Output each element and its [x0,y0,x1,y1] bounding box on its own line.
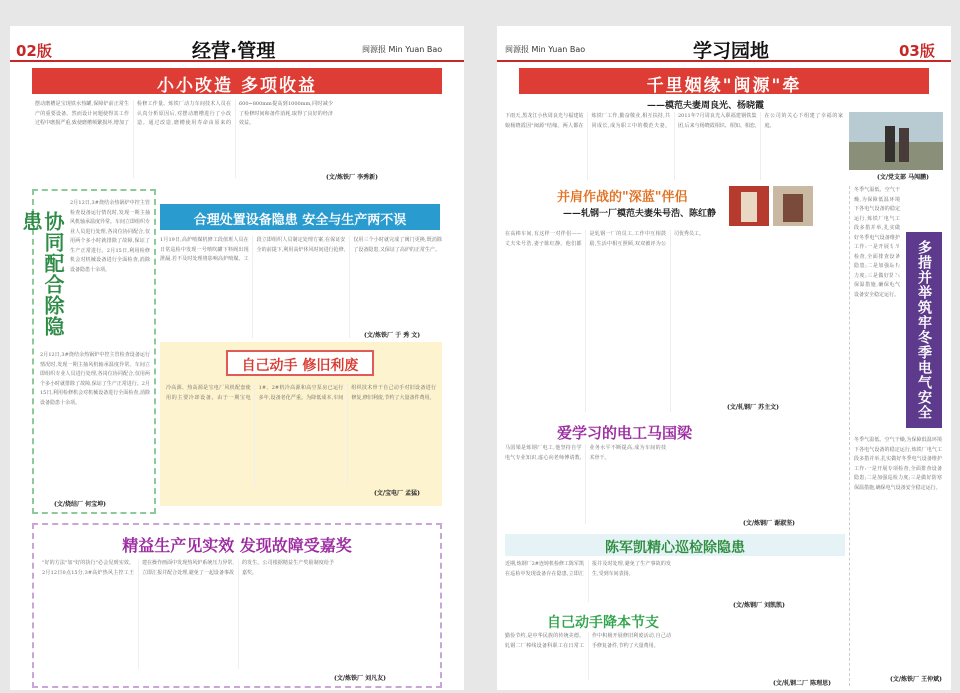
headline-banner [32,68,442,94]
byline: (文/轧钢厂 苏主文) [727,404,779,411]
couple-photo [849,112,943,170]
article-box [160,342,442,506]
photo [773,186,813,226]
masthead: 闽源报 Min Yuan Bao [505,45,586,54]
masthead: 闽源报 Min Yuan Bao [362,45,443,54]
headline: 自己动手 修旧利废 [241,358,359,374]
headline: 陈军凯精心巡检除隐患 [605,540,745,556]
article-body-continued: 2月12日,3#烧结余热锅炉中控主管检查设备运行情况时,发现一期主抽风机轴承温度异常。车间立即组织专业人员进行处理,各岗位协同配合,仅用两个多小时就排除了故障,保证了生产正常进行。2月15日,利用检修机会对机械设备进行全面检查,消除设备隐患十余项。 [40,352,150,406]
byline: (文/炼铁厂 刘凡友) [334,675,386,682]
headline: 并肩作战的"深蓝"伴侣 [557,190,688,205]
headline: 小小改造 多项收益 [157,76,317,96]
article-body: 冬季气温低、空气干燥,为保障低温环境下各电气设备的稳定运行,炼铁厂电气工段多措并举,扎实做好冬季电气设备维护工作:一是开展专项检查,全面排查设备隐患;二是加强巡检力度;三是做好防寒保温措施,确保电气设备安全稳定运行。 [854,187,900,298]
article-body: 马国梁是炼钢厂电工,他坚持自学电气专业知识,虚心向老师傅请教,业务水平不断提高,成为车间的技术骨干。 [505,445,666,461]
page-left [10,26,464,690]
subheadline: ——轧钢一厂模范夫妻朱号浩、陈红静 [563,209,717,219]
page-number: 03版 [899,42,935,60]
headline-banner [890,232,942,428]
byline: (文/炼钢厂 谢淑坚) [743,520,795,527]
article-body: 2月12日,3#烧结余热锅炉中控主管检查设备运行情况时,发现一期主抽风机轴承温度异常。车间立即组织专业人员进行处理,各岗位协同配合,仅用两个多小时就排除了故障,保证了生产正常进行。2月15日,利用检修机会对机械设备进行全面检查,消除设备隐患十余项。 [70,200,151,273]
article-body: 在高棒车间,有这样一对伴侣——丈夫朱号浩,妻子陈红静。他们都是轧钢一厂的员工,工作中互相鼓励,生活中相互照顾,双双被评为公司优秀员工。 [505,231,705,247]
headline: 精益生产见实效 发现故障受嘉奖 [122,536,352,555]
section-title: 学习园地 [693,40,770,62]
article-body: 下雨天,黑龙江小伙周良光与福建姑娘杨晓霞因"闽源"结缘。两人都在炼铁厂工作,勤奋敬业,相互扶持,共同成长,成为职工中的模范夫妻。2011年7月周良光入职福建钢铁集团,后来与杨晓霞相识、相知、相恋,在公司的关心下组建了幸福的家庭。 [505,113,843,129]
byline: (文/炼铁厂 李秀新) [326,174,378,181]
article-body: 1月19日,高炉喷煤机修工段值班人员在日常巡检中发现一号喷吹罐下料阀出现泄漏,若不及时处理将影响高炉喷煤。工段立即组织人员制定处理方案,在保证安全的前提下,利用高炉休风时间进行抢修,仅用三个小时就完成了阀门更换,既消除了设备隐患,又保证了高炉的正常生产。 [160,237,442,262]
page-header-right [497,26,951,62]
page-number: 02版 [16,42,52,60]
headline: 合理处置设备隐患 安全与生产两不误 [193,213,407,228]
article-body: 冷高源、热高源是宝电厂风机配套使用的主要冷却设备。由于一期宝电1#、2#机冷高源和高空泵房已运行多年,设备老化严重。为降低成本,车间组织技术骨干自己动手对旧设备进行修复,修旧利废,节约了大量备件费用。 [166,385,436,401]
article-body: 勤俭节约,是中华民族的传统美德。轧钢二厂棒线设备科职工在日常工作中积极开展修旧利废活动,自己动手修复备件,节约了大量费用。 [505,633,671,649]
article-box [19,189,156,514]
byline: (文/炼铁厂 于 秀 文) [364,332,421,339]
headline-frame [226,350,374,376]
headline-vertical: 多措并举筑牢冬季电气安全防护网 [890,240,932,420]
headline-banner [505,534,845,556]
byline: (文/轧钢二厂 陈理思) [773,680,831,687]
photo [729,186,769,226]
article-body: 近期,炼钢厂2#连铸机检修工陈军凯在巡检中发现设备存在隐患,立即汇报并及时处理,避免了生产事故的发生,受到车间表扬。 [505,561,671,577]
byline: (文/炼铁厂 王仲斌) [890,676,942,683]
byline: (文/宝电厂 孟猛) [374,490,420,497]
article-box [32,523,442,688]
headline: 爱学习的电工马国梁 [557,424,693,442]
article-body: "好的方法"加"好的执行"必会见到实效。2月12日0点15分,3#高炉热风主控工王建在操作画面中发现热风炉系统压力异常,立即汇报并配合处理,避免了一起设备事故的发生。公司根据精益生产奖励制度给予嘉奖。 [42,560,334,576]
subheadline: ——模范夫妻周良光、杨晓霞 [647,101,765,111]
article-box [849,186,945,686]
headline-banner [519,68,929,94]
byline: (文/烧结厂 何宝坤) [54,501,106,508]
byline: (文/炼钢厂 刘凯凯) [733,602,785,609]
headline: 千里姻缘"闽源"牵 [646,76,802,96]
headline: 自己动手降本节支 [547,615,659,631]
section-title: 经营·管理 [192,40,276,62]
headline-banner [160,204,440,230]
page-header-left [10,26,464,62]
page-right [497,26,951,690]
headline-vertical: 协同配合除隐患 [19,211,65,337]
byline: (文/党支部 马闯鹏) [877,174,929,181]
article-body: 摆动磨槽是宝现铁水热罐,保障炉前正常生产的重要设备。然而设计问题使得其工作过程中磨损严重,致使磨槽频繁损坏,增加了检修工作量。炼铁厂动力车间技术人员在认真分析原因后,对摆动磨槽进行了小改造。通过改造,磨槽使用寿命由原来的600~800mm提高到1000mm,同时减少了检修时间和备件消耗,取得了良好的经济效益。 [35,101,333,126]
article-body-continued: 冬季气温低、空气干燥,为保障低温环境下各电气设备的稳定运行,炼铁厂电气工段多措并举,扎实做好冬季电气设备维护工作:一是开展专项检查,全面排查设备隐患;二是加强巡检力度;三是做好防寒保温措施,确保电气设备安全稳定运行。 [854,437,942,491]
